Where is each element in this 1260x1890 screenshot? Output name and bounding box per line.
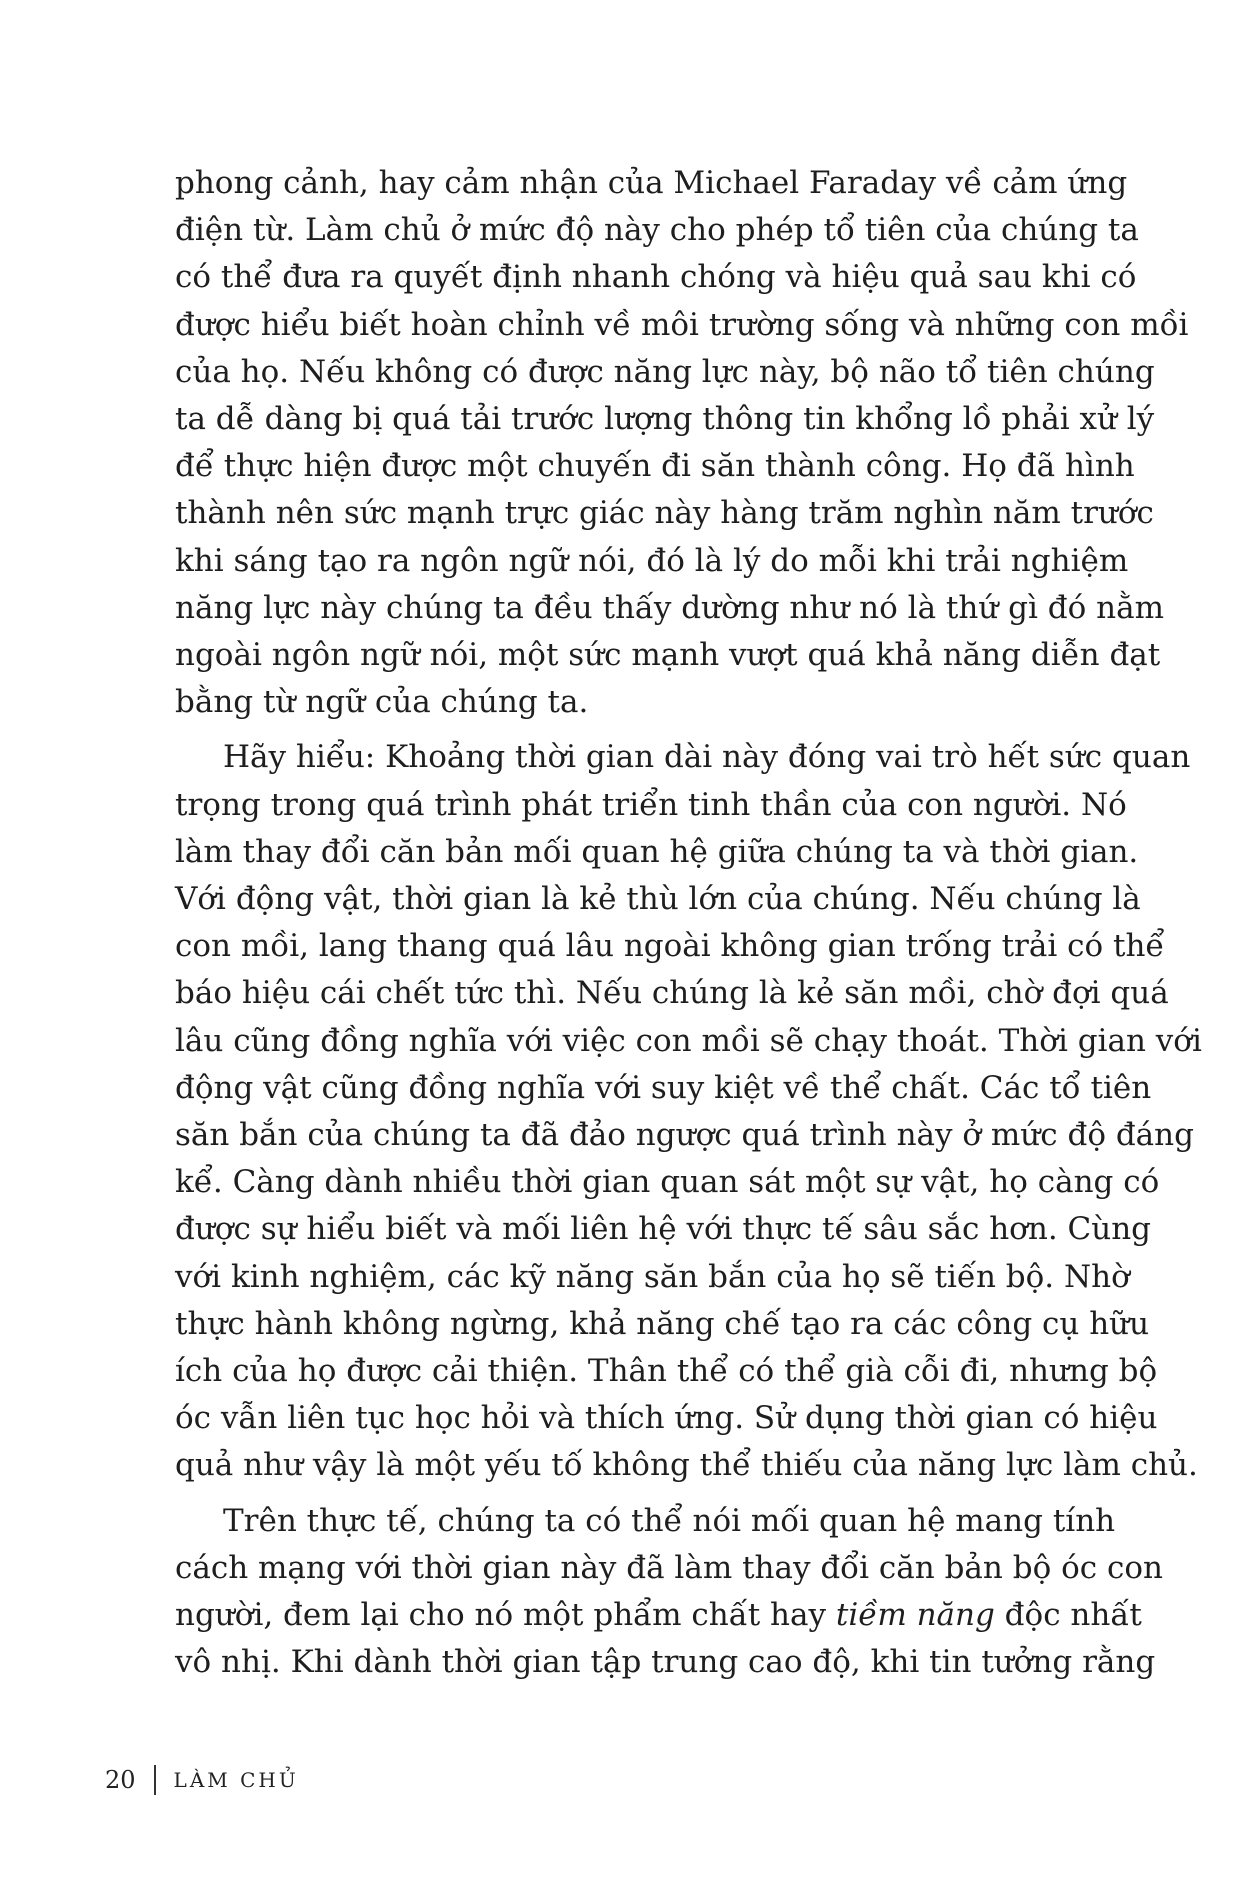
text-line: kể. Càng dành nhiều thời gian quan sát một sự vật, họ càng có [175,1164,1160,1201]
text-line: con mồi, lang thang quá lâu ngoài không gian trống trải có thể [175,928,1165,965]
text-line: ta dễ dàng bị quá tải trước lượng thông tin khổng lồ phải xử lý [175,401,1155,438]
text-line: được sự hiểu biết và mối liên hệ với thực tế sâu sắc hơn. Cùng [175,1211,1152,1248]
text-line: thực hành không ngừng, khả năng chế tạo ra các công cụ hữu [175,1305,1150,1342]
text-line: vô nhị. Khi dành thời gian tập trung cao độ, khi tin tưởng rằng [175,1644,1156,1681]
text-line: có thể đưa ra quyết định nhanh chóng và hiệu quả sau khi có [175,259,1137,296]
text-line: trọng trong quá trình phát triển tinh thần của con người. Nó [175,786,1127,823]
text-line: với kinh nghiệm, các kỹ năng săn bắn của họ sẽ tiến bộ. Nhờ [175,1258,1130,1295]
text-line: ích của họ được cải thiện. Thân thể có thể già cỗi đi, nhưng bộ [175,1353,1158,1390]
text-line: lâu cũng đồng nghĩa với việc con mồi sẽ chạy thoát. Thời gian với [175,1022,1202,1059]
page-footer [105,1760,299,1800]
text-line: Với động vật, thời gian là kẻ thù lớn của chúng. Nếu chúng là [175,881,1141,918]
text-line: Hãy hiểu: Khoảng thời gian dài này đóng vai trò hết sức quan [223,739,1191,776]
text-line: báo hiệu cái chết tức thì. Nếu chúng là kẻ săn mồi, chờ đợi quá [175,975,1169,1012]
text-line: quả như vậy là một yếu tố không thể thiếu của năng lực làm chủ. [175,1447,1198,1484]
text-line: để thực hiện được một chuyến đi săn thành công. Họ đã hình [175,448,1135,485]
text-line: năng lực này chúng ta đều thấy dường như nó là thứ gì đó nằm [175,589,1164,626]
text-line: óc vẫn liên tục học hỏi và thích ứng. Sử dụng thời gian có hiệu [175,1400,1158,1437]
emphasis-text: tiềm năng [835,1597,995,1634]
text-line: điện từ. Làm chủ ở mức độ này cho phép tổ tiên của chúng ta [175,212,1139,249]
page-number: 20 [105,1766,136,1794]
text-line: bằng từ ngữ của chúng ta. [175,684,589,721]
body-text [175,160,1202,1687]
text-line: thành nên sức mạnh trực giác này hàng trăm nghìn năm trước [175,495,1154,532]
running-head: LÀM CHỦ [173,1768,299,1792]
text-line: ngoài ngôn ngữ nói, một sức mạnh vượt quá khả năng diễn đạt [175,637,1161,674]
text-line: động vật cũng đồng nghĩa với suy kiệt về thể chất. Các tổ tiên [175,1069,1152,1106]
text-line: săn bắn của chúng ta đã đảo ngược quá trình này ở mức độ đáng [175,1117,1194,1154]
text-run: độc nhất [994,1597,1142,1634]
footer-divider [154,1765,156,1795]
text-line: của họ. Nếu không có được năng lực này, bộ não tổ tiên chúng [175,353,1155,390]
paragraph-2 [175,734,1202,1489]
text-line: làm thay đổi căn bản mối quan hệ giữa chúng ta và thời gian. [175,833,1139,870]
text-line: khi sáng tạo ra ngôn ngữ nói, đó là lý do mỗi khi trải nghiệm [175,542,1129,579]
paragraph-1 [175,160,1189,726]
text-line: cách mạng với thời gian này đã làm thay đổi căn bản bộ óc con [175,1549,1163,1586]
text-line-with-emphasis [175,1592,1142,1639]
text-line: Trên thực tế, chúng ta có thể nói mối quan hệ mang tính [223,1502,1116,1539]
text-line: phong cảnh, hay cảm nhận của Michael Faraday về cảm ứng [175,165,1128,201]
text-run: người, đem lại cho nó một phẩm chất hay [175,1597,836,1634]
text-line: được hiểu biết hoàn chỉnh về môi trường sống và những con mồi [175,306,1189,343]
paragraph-3 [175,1498,1163,1687]
